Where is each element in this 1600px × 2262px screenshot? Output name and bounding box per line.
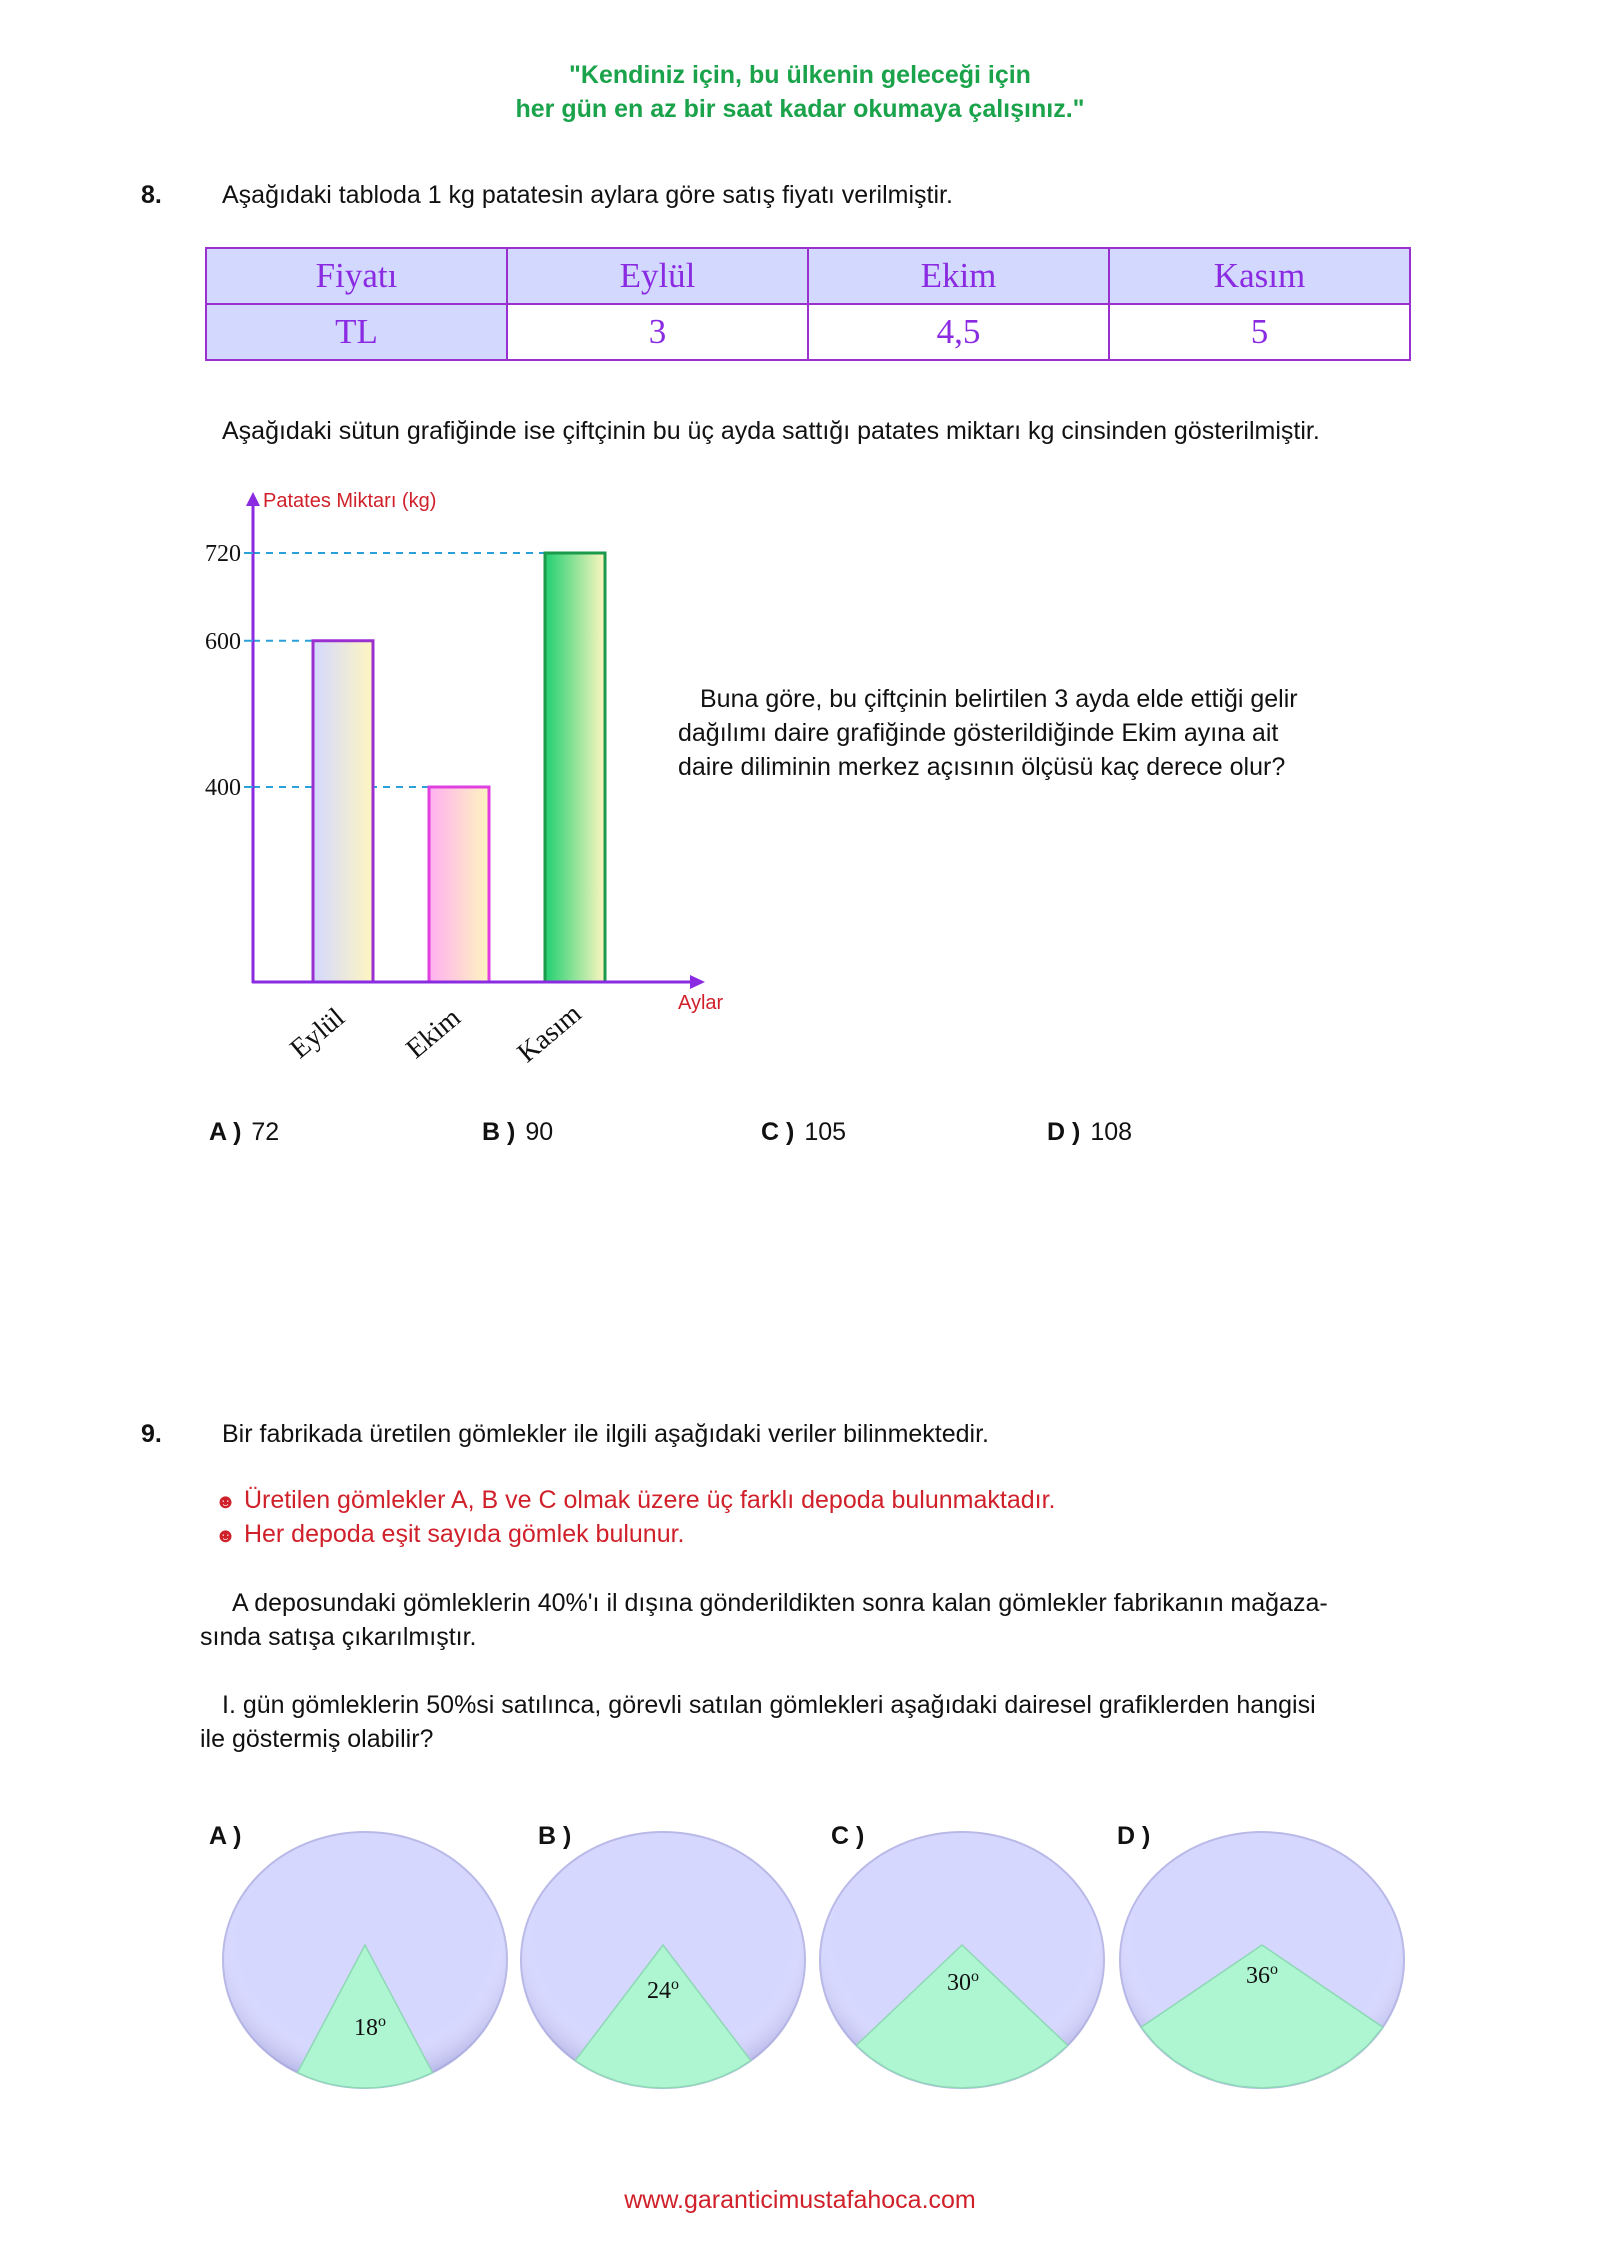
question-9-paragraph2-line2: ile göstermiş olabilir? [200, 1725, 434, 1753]
pie-option-a[interactable] [223, 1832, 507, 2088]
y-tick-label: 600 [205, 628, 241, 655]
pie-option-a-label[interactable]: A ) [209, 1822, 242, 1850]
bars-group [313, 553, 605, 982]
price-table-cell: TL [206, 304, 507, 360]
question-9-paragraph1-line2: sında satışa çıkarılmıştır. [200, 1623, 477, 1651]
header-quote-line2: her gün en az bir saat kadar okumaya çalışınız." [515, 95, 1085, 123]
y-axis-label: Patates Miktarı (kg) [263, 490, 437, 512]
bar-kasım [545, 553, 605, 982]
option-value: 72 [251, 1118, 280, 1146]
price-table [205, 247, 1411, 361]
degree-sign: o [378, 2013, 386, 2030]
bullet-2 [215, 1517, 685, 1553]
price-table-header-cell: Ekim [808, 248, 1109, 304]
y-tick-labels [205, 541, 253, 801]
price-table-header-cell: Fiyatı [206, 248, 507, 304]
option-value: 108 [1090, 1118, 1133, 1146]
pie-angle-value: 24 [647, 1978, 671, 2004]
degree-sign: o [1270, 1961, 1278, 1978]
bullet-text: Üretilen gömlekler A, B ve C olmak üzere üç farklı depoda bulunmaktadır. [243, 1486, 1056, 1514]
smiley-icon: ☻ [215, 1525, 237, 1547]
price-table-cell: 3 [507, 304, 808, 360]
pie-option-c[interactable] [820, 1832, 1104, 2088]
question-8-line3: daire diliminin merkez açısının ölçüsü kaç derece olur? [678, 753, 1286, 781]
option-a[interactable] [209, 1118, 279, 1147]
price-table-header-row [206, 248, 1410, 304]
y-tick-label: 720 [205, 541, 241, 567]
pie-angle-value: 18 [354, 2015, 378, 2041]
option-d[interactable] [1047, 1118, 1132, 1147]
pie-charts [0, 1830, 1600, 2110]
option-value: 105 [804, 1118, 847, 1146]
option-value: 90 [525, 1118, 554, 1146]
pie-option-b-label[interactable]: B ) [538, 1822, 572, 1850]
question-9-paragraph2-line1: I. gün gömleklerin 50%si satılınca, görevli satılan gömlekleri aşağıdaki dairesel grafiklerden hangisi [222, 1691, 1316, 1719]
question-8-number: 8. [141, 181, 162, 209]
smiley-icon: ☻ [215, 1491, 237, 1513]
pie-option-b[interactable] [521, 1832, 805, 2088]
option-label: C ) [761, 1118, 795, 1146]
option-label: B ) [482, 1118, 516, 1146]
x-tick-label: Eylül [284, 1002, 351, 1065]
footer-url[interactable]: www.garanticimustafahoca.com [624, 2186, 976, 2214]
bullet-text: Her depoda eşit sayıda gömlek bulunur. [243, 1520, 685, 1548]
x-axis-label: Aylar [678, 992, 724, 1014]
price-table-header-cell: Kasım [1109, 248, 1410, 304]
price-table-cell: 4,5 [808, 304, 1109, 360]
option-b[interactable] [482, 1118, 553, 1147]
pie-option-c-label[interactable]: C ) [831, 1822, 865, 1850]
x-axis-arrow [690, 975, 705, 989]
bar-eylül [313, 641, 373, 982]
pie-option-d-label[interactable]: D ) [1117, 1822, 1151, 1850]
bullet-1 [215, 1483, 1055, 1519]
price-table-cell: 5 [1109, 304, 1410, 360]
bar-ekim [429, 787, 489, 982]
y-axis-arrow [246, 492, 260, 506]
pie-angle-value: 36 [1246, 1963, 1270, 1989]
question-9-number: 9. [141, 1420, 162, 1448]
x-tick-label: Kasım [511, 998, 588, 1069]
question-9-paragraph1-line1: A deposundaki gömleklerin 40%'ı il dışına gönderildikten sonra kalan gömlekler fabrikanın mağaza- [232, 1589, 1328, 1617]
question-8-line1: Buna göre, bu çiftçinin belirtilen 3 ayda elde ettiği gelir [700, 685, 1298, 713]
question-8-line2: dağılımı daire grafiğinde gösterildiğinde Ekim ayına ait [678, 719, 1279, 747]
price-table-header-cell: Eylül [507, 248, 808, 304]
price-table-row [206, 304, 1410, 360]
pie-angle-value: 30 [947, 1970, 971, 1996]
degree-sign: o [971, 1968, 979, 1985]
y-tick-label: 400 [205, 775, 241, 801]
chart-intro: Aşağıdaki sütun grafiğinde ise çiftçinin bu üç ayda sattığı patates miktarı kg cinsinden gösterilmiştir. [222, 417, 1320, 445]
x-tick-labels [284, 998, 587, 1069]
x-tick-label: Ekim [400, 1002, 467, 1065]
pie-option-d[interactable] [1120, 1832, 1404, 2088]
option-label: D ) [1047, 1118, 1081, 1146]
bar-chart [180, 480, 760, 1090]
header-quote-line1: "Kendiniz için, bu ülkenin geleceği için [569, 61, 1031, 89]
question-8-intro: Aşağıdaki tabloda 1 kg patatesin aylara göre satış fiyatı verilmiştir. [222, 181, 953, 209]
degree-sign: o [671, 1976, 679, 1993]
question-9-intro: Bir fabrikada üretilen gömlekler ile ilgili aşağıdaki veriler bilinmektedir. [222, 1420, 990, 1448]
option-label: A ) [209, 1118, 242, 1146]
option-c[interactable] [761, 1118, 846, 1147]
guide-lines [253, 553, 545, 787]
